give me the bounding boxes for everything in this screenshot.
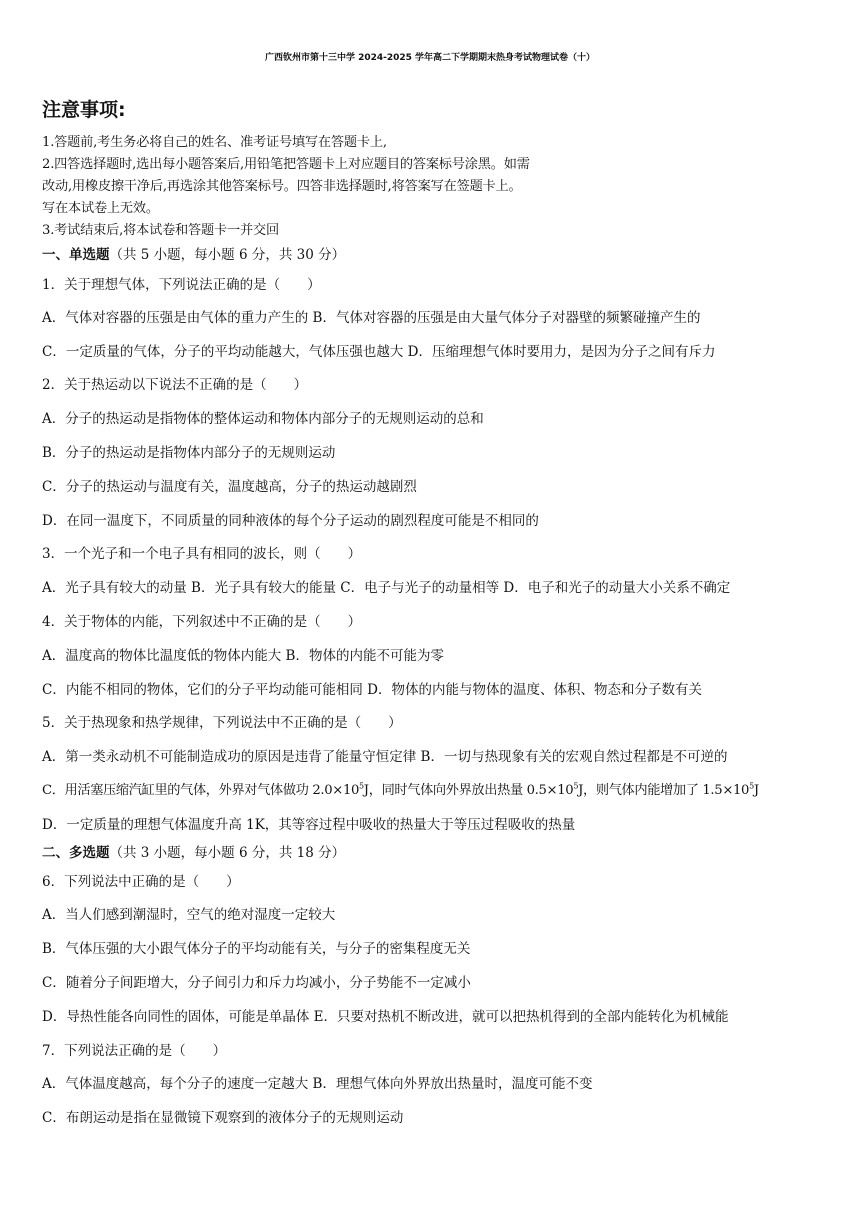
q5-options-ab: A．第一类永动机不可能制造成功的原因是违背了能量守恒定律 B．一切与热现象有关的宏观自然过程都是不可逆的 — [42, 749, 728, 765]
section-single-choice-name: 一、单选题 — [42, 247, 110, 263]
notice-heading: 注意事项: — [42, 99, 126, 121]
section-multi-choice — [42, 844, 345, 862]
q6-option-a: A．当人们感到潮湿时，空气的绝对湿度一定较大 — [42, 907, 336, 923]
q5-exponent-3: 5 — [749, 781, 754, 791]
notice-line-3: 改动,用橡皮擦干净后,再选涂其他答案标号。四答非选择题时,将答案写在签题卡上。 — [42, 179, 522, 194]
q5-option-c-part-4: J — [753, 783, 759, 798]
q5-exponent-1: 5 — [359, 781, 364, 791]
notice-line-2: 2.四答选择题时,选出每小题答案后,用铅笔把答题卡上对应题目的答案标号涂黑。如需 — [42, 157, 530, 172]
q7-option-c: C．布朗运动是指在显微镜下观察到的液体分子的无规则运动 — [42, 1110, 404, 1126]
q3-stem: 3．一个光子和一个电子具有相同的波长，则（ ） — [42, 546, 362, 562]
q6-option-b: B．气体压强的大小跟气体分子的平均动能有关，与分子的密集程度无关 — [42, 941, 471, 957]
q1-options-ab: A．气体对容器的压强是由气体的重力产生的 B．气体对容器的压强是由大量气体分子对器壁的频繁碰撞产生的 — [42, 310, 701, 326]
q2-option-b: B．分子的热运动是指物体内部分子的无规则运动 — [42, 445, 336, 461]
q5-option-c-part-2: J，同时气体向外界放出热量 0.5×10 — [363, 783, 574, 798]
section-single-choice-detail: （共 5 小题，每小题 6 分，共 30 分） — [109, 247, 346, 263]
q6-options-de: D．导热性能各向同性的固体，可能是单晶体 E．只要对热机不断改进，就可以把热机得到的全部内能转化为机械能 — [42, 1009, 729, 1025]
q1-options-cd: C．一定质量的气体，分子的平均动能越大，气体压强也越大 D．压缩理想气体时要用力，是因为分子之间有斥力 — [42, 344, 716, 360]
notice-line-4: 写在本试卷上无效。 — [42, 201, 159, 216]
notice-line-5: 3.考试结束后,将本试卷和答题卡一并交回 — [42, 223, 279, 238]
q5-option-c — [42, 782, 759, 800]
q1-stem: 1．关于理想气体，下列说法正确的是（ ） — [42, 277, 321, 293]
q5-exponent-2: 5 — [573, 781, 579, 791]
q2-option-c: C．分子的热运动与温度有关，温度越高，分子的热运动越剧烈 — [42, 479, 417, 495]
q5-option-c-part-1: C．用活塞压缩汽缸里的气体，外界对气体做功 2.0×10 — [42, 783, 360, 798]
notice-line-1: 1.答题前,考生务必将自己的姓名、准考证号填写在答题卡上, — [42, 135, 387, 150]
q2-option-d: D．在同一温度下，不同质量的同种液体的每个分子运动的剧烈程度可能是不相同的 — [42, 513, 539, 529]
q2-option-a: A．分子的热运动是指物体的整体运动和物体内部分子的无规则运动的总和 — [42, 411, 484, 427]
q4-options-cd: C．内能不相同的物体，它们的分子平均动能可能相同 D．物体的内能与物体的温度、体积、物态和分子数有关 — [42, 682, 702, 698]
q7-stem: 7．下列说法正确的是（ ） — [42, 1043, 227, 1059]
q2-stem: 2．关于热运动以下说法不正确的是（ ） — [42, 377, 308, 393]
q4-stem: 4．关于物体的内能，下列叙述中不正确的是（ ） — [42, 614, 362, 630]
q5-option-d: D．一定质量的理想气体温度升高 1K，其等容过程中吸收的热量大于等压过程吸收的热量 — [42, 817, 576, 833]
q6-stem: 6．下列说法中正确的是（ ） — [42, 874, 240, 890]
section-multi-choice-detail: （共 3 小题，每小题 6 分，共 18 分） — [109, 845, 346, 861]
exam-title: 广西钦州市第十三中学 2024-2025 学年高二下学期期末热身考试物理试卷（十） — [264, 53, 596, 63]
q5-option-c-part-3: J，则气体内能增加了 1.5×10 — [578, 783, 750, 798]
section-single-choice — [42, 246, 345, 264]
q4-options-ab: A．温度高的物体比温度低的物体内能大 B．物体的内能不可能为零 — [42, 648, 444, 664]
q3-options: A．光子具有较大的动量 B．光子具有较大的能量 C．电子与光子的动量相等 D．电子和光子的动量大小关系不确定 — [42, 580, 731, 596]
section-multi-choice-name: 二、多选题 — [42, 845, 110, 861]
q6-option-c: C．随着分子间距增大，分子间引力和斥力均减小，分子势能不一定减小 — [42, 975, 471, 991]
q7-options-ab: A．气体温度越高，每个分子的速度一定越大 B．理想气体向外界放出热量时，温度可能不变 — [42, 1076, 593, 1092]
q5-stem: 5．关于热现象和热学规律，下列说法中不正确的是（ ） — [42, 715, 402, 731]
